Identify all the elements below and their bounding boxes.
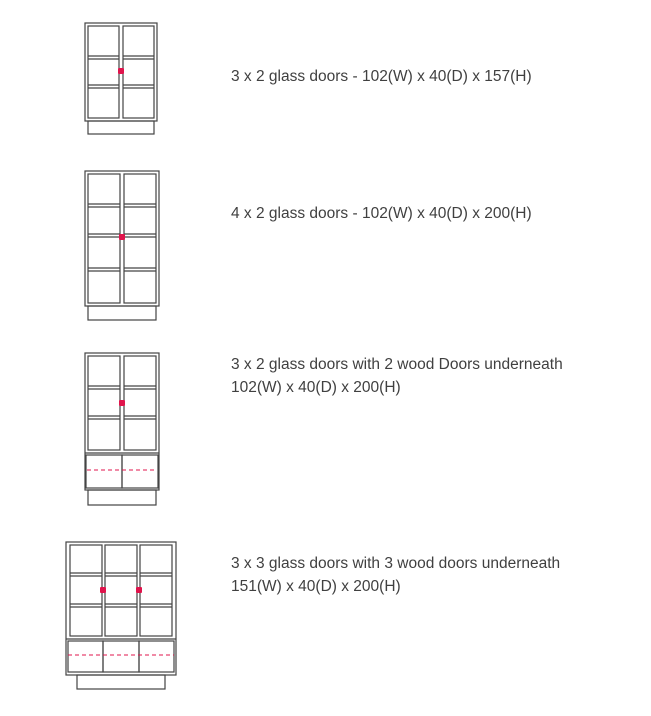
product-label-3 [231, 353, 563, 399]
handle-marker [119, 234, 125, 240]
handle-marker [100, 587, 106, 593]
product-label-line: 3 x 2 glass doors with 2 wood Doors underneath [231, 356, 563, 373]
cabinet-drawing-4x2 [84, 170, 164, 322]
handle-marker [118, 68, 124, 74]
handle-marker [119, 400, 125, 406]
cabinet-drawing-3x3-wood [65, 541, 179, 691]
product-label-line: 3 x 2 glass doors - 102(W) x 40(D) x 157(H) [231, 68, 532, 85]
cabinet-drawing-3x2 [84, 22, 164, 136]
product-label-line: 3 x 3 glass doors with 3 wood doors underneath [231, 555, 561, 572]
product-label-1 [231, 65, 532, 88]
product-label-line: 4 x 2 glass doors - 102(W) x 40(D) x 200(H) [231, 205, 532, 222]
product-label-line: 102(W) x 40(D) x 200(H) [231, 379, 401, 396]
cabinet-drawing-3x2-wood [84, 352, 164, 508]
product-label-2 [231, 202, 532, 225]
product-label-line: 151(W) x 40(D) x 200(H) [231, 578, 401, 595]
handle-marker [136, 587, 142, 593]
product-label-4 [231, 552, 560, 598]
